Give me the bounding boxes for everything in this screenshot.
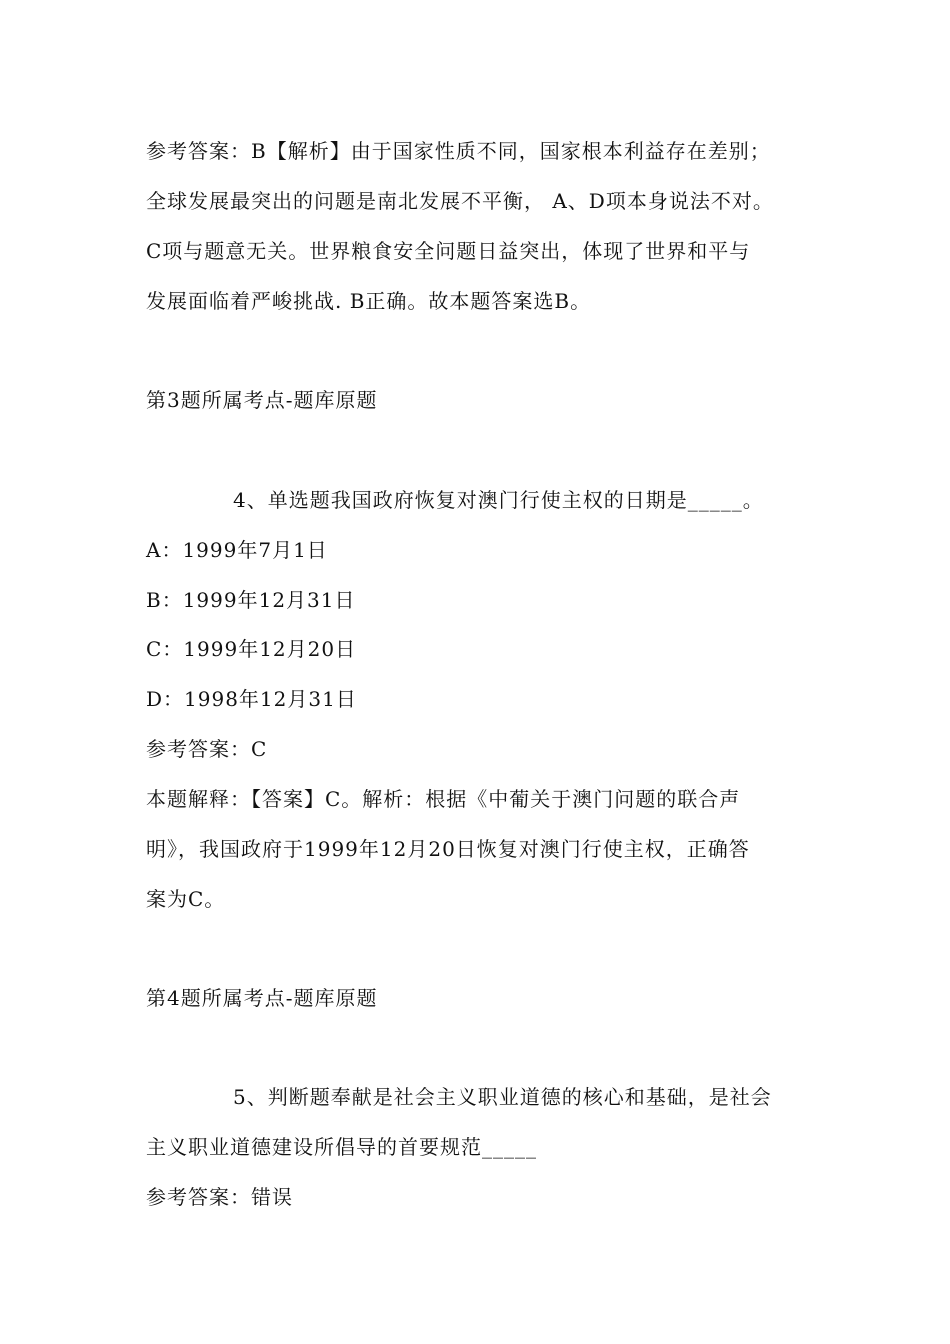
q3-explanation-line: C项与题意无关。世界粮食安全问题日益突出，体现了世界和平与 [146, 239, 751, 263]
q3-explanation-line: 发展面临着严峻挑战. B正确。故本题答案选B。 [146, 289, 592, 313]
q4-option-a: A：1999年7月1日 [146, 538, 328, 562]
q4-explanation-line: 明》，我国政府于1999年12月20日恢复对澳门行使主权，正确答 [146, 837, 750, 861]
q5-stem-line: 主义职业道德建设所倡导的首要规范_____ [146, 1135, 537, 1159]
q5-answer: 参考答案：错误 [146, 1185, 293, 1209]
q3-explanation-line: 全球发展最突出的问题是南北发展不平衡， A、D项本身说法不对。 [146, 189, 774, 213]
q4-section-tag: 第4题所属考点-题库原题 [146, 986, 378, 1010]
q4-option-b: B：1999年12月31日 [146, 588, 356, 612]
q4-option-c: C：1999年12月20日 [146, 637, 357, 661]
q3-explanation-line: 参考答案：B【解析】由于国家性质不同，国家根本利益存在差别； [146, 139, 771, 163]
q3-section-tag: 第3题所属考点-题库原题 [146, 388, 378, 412]
q4-explanation-line: 本题解释：【答案】C。解析：根据《中葡关于澳门问题的联合声 [146, 787, 741, 811]
q4-option-d: D：1998年12月31日 [146, 687, 357, 711]
q4-explanation-line: 案为C。 [146, 887, 226, 911]
q4-stem: 4、单选题我国政府恢复对澳门行使主权的日期是_____。 [233, 488, 764, 512]
q4-answer: 参考答案：C [146, 737, 268, 761]
q5-stem-line: 5、判断题奉献是社会主义职业道德的核心和基础，是社会 [233, 1085, 772, 1109]
